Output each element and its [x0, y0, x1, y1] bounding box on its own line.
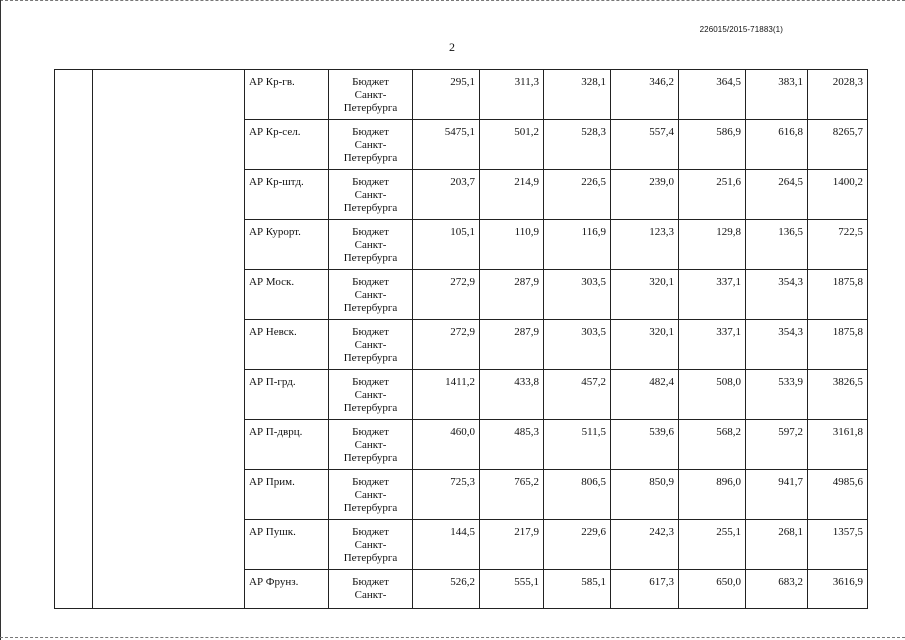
funding-source-line: Санкт-	[354, 89, 387, 101]
year-value-cell: 617,3	[611, 570, 679, 609]
year-value-cell: 337,1	[679, 270, 746, 320]
year-value-cell: 457,2	[544, 370, 611, 420]
funding-source-line: Санкт-	[354, 189, 387, 201]
funding-source-line: Петербурга	[343, 152, 398, 164]
row-name-cell: АР Пушк.	[245, 520, 329, 570]
total-value-cell: 722,5	[808, 220, 868, 270]
year-value-cell: 482,4	[611, 370, 679, 420]
total-value-cell: 1357,5	[808, 520, 868, 570]
year-value-cell: 568,2	[679, 420, 746, 470]
funding-source-cell	[329, 70, 413, 120]
year-value-cell: 526,2	[413, 570, 480, 609]
year-value-cell: 725,3	[413, 470, 480, 520]
year-value-cell: 806,5	[544, 470, 611, 520]
year-value-cell: 129,8	[679, 220, 746, 270]
year-value-cell: 214,9	[480, 170, 544, 220]
row-name-cell: АР Кр-сел.	[245, 120, 329, 170]
year-value-cell: 287,9	[480, 320, 544, 370]
row-name-cell: АР П-дврц.	[245, 420, 329, 470]
funding-source-cell	[329, 120, 413, 170]
year-value-cell: 539,6	[611, 420, 679, 470]
total-value-cell: 2028,3	[808, 70, 868, 120]
funding-source-line: Санкт-	[354, 289, 387, 301]
year-value-cell: 303,5	[544, 270, 611, 320]
page-top-edge	[0, 0, 905, 1]
budget-table-body	[55, 70, 868, 609]
funding-source-line: Бюджет	[352, 326, 389, 338]
year-value-cell: 136,5	[746, 220, 808, 270]
year-value-cell: 217,9	[480, 520, 544, 570]
year-value-cell: 320,1	[611, 320, 679, 370]
funding-source-line: Бюджет	[352, 276, 389, 288]
row-name-cell: АР Фрунз.	[245, 570, 329, 609]
document-id: 226015/2015-71883(1)	[699, 25, 783, 34]
page-number: 2	[449, 40, 455, 54]
funding-source-line: Бюджет	[352, 426, 389, 438]
year-value-cell: 354,3	[746, 270, 808, 320]
year-value-cell: 485,3	[480, 420, 544, 470]
year-value-cell: 272,9	[413, 320, 480, 370]
funding-source-cell	[329, 320, 413, 370]
table-row	[55, 70, 868, 120]
row-name-cell: АР П-грд.	[245, 370, 329, 420]
funding-source-line: Петербурга	[343, 402, 398, 414]
funding-source-line: Петербурга	[343, 102, 398, 114]
year-value-cell: 1411,2	[413, 370, 480, 420]
funding-source-line: Петербурга	[343, 552, 398, 564]
year-value-cell: 533,9	[746, 370, 808, 420]
year-value-cell: 337,1	[679, 320, 746, 370]
year-value-cell: 850,9	[611, 470, 679, 520]
funding-source-line: Санкт-	[354, 489, 387, 501]
blank-column-a	[55, 70, 93, 609]
funding-source-cell	[329, 420, 413, 470]
year-value-cell: 683,2	[746, 570, 808, 609]
year-value-cell: 328,1	[544, 70, 611, 120]
total-value-cell: 1875,8	[808, 320, 868, 370]
total-value-cell: 3616,9	[808, 570, 868, 609]
year-value-cell: 501,2	[480, 120, 544, 170]
funding-source-line: Бюджет	[352, 76, 389, 88]
year-value-cell: 264,5	[746, 170, 808, 220]
funding-source-line: Санкт-	[354, 139, 387, 151]
funding-source-line: Санкт-	[354, 589, 387, 601]
year-value-cell: 287,9	[480, 270, 544, 320]
funding-source-line: Бюджет	[352, 376, 389, 388]
year-value-cell: 5475,1	[413, 120, 480, 170]
year-value-cell: 123,3	[611, 220, 679, 270]
year-value-cell: 303,5	[544, 320, 611, 370]
year-value-cell: 508,0	[679, 370, 746, 420]
row-name-cell: АР Кр-штд.	[245, 170, 329, 220]
year-value-cell: 203,7	[413, 170, 480, 220]
budget-table	[54, 69, 868, 609]
year-value-cell: 346,2	[611, 70, 679, 120]
row-name-cell: АР Прим.	[245, 470, 329, 520]
funding-source-cell	[329, 470, 413, 520]
funding-source-cell	[329, 270, 413, 320]
year-value-cell: 226,5	[544, 170, 611, 220]
year-value-cell: 586,9	[679, 120, 746, 170]
year-value-cell: 242,3	[611, 520, 679, 570]
funding-source-line: Петербурга	[343, 352, 398, 364]
year-value-cell: 110,9	[480, 220, 544, 270]
funding-source-line: Санкт-	[354, 439, 387, 451]
year-value-cell: 116,9	[544, 220, 611, 270]
funding-source-line: Санкт-	[354, 539, 387, 551]
year-value-cell: 616,8	[746, 120, 808, 170]
year-value-cell: 650,0	[679, 570, 746, 609]
funding-source-line: Бюджет	[352, 126, 389, 138]
year-value-cell: 251,6	[679, 170, 746, 220]
year-value-cell: 364,5	[679, 70, 746, 120]
total-value-cell: 3161,8	[808, 420, 868, 470]
page-bottom-edge	[0, 637, 905, 638]
year-value-cell: 144,5	[413, 520, 480, 570]
total-value-cell: 1400,2	[808, 170, 868, 220]
funding-source-line: Бюджет	[352, 176, 389, 188]
year-value-cell: 597,2	[746, 420, 808, 470]
funding-source-cell	[329, 370, 413, 420]
funding-source-line: Петербурга	[343, 202, 398, 214]
year-value-cell: 433,8	[480, 370, 544, 420]
funding-source-cell	[329, 170, 413, 220]
year-value-cell: 557,4	[611, 120, 679, 170]
row-name-cell: АР Курорт.	[245, 220, 329, 270]
total-value-cell: 1875,8	[808, 270, 868, 320]
year-value-cell: 460,0	[413, 420, 480, 470]
row-name-cell: АР Невск.	[245, 320, 329, 370]
year-value-cell: 354,3	[746, 320, 808, 370]
funding-source-line: Петербурга	[343, 502, 398, 514]
funding-source-line: Санкт-	[354, 389, 387, 401]
year-value-cell: 585,1	[544, 570, 611, 609]
year-value-cell: 511,5	[544, 420, 611, 470]
page-left-edge	[0, 0, 1, 640]
year-value-cell: 229,6	[544, 520, 611, 570]
year-value-cell: 295,1	[413, 70, 480, 120]
total-value-cell: 4985,6	[808, 470, 868, 520]
year-value-cell: 105,1	[413, 220, 480, 270]
funding-source-line: Санкт-	[354, 239, 387, 251]
funding-source-cell	[329, 520, 413, 570]
year-value-cell: 896,0	[679, 470, 746, 520]
funding-source-line: Бюджет	[352, 226, 389, 238]
year-value-cell: 941,7	[746, 470, 808, 520]
funding-source-line: Петербурга	[343, 302, 398, 314]
year-value-cell: 383,1	[746, 70, 808, 120]
year-value-cell: 555,1	[480, 570, 544, 609]
year-value-cell: 765,2	[480, 470, 544, 520]
funding-source-line: Санкт-	[354, 339, 387, 351]
funding-source-line: Бюджет	[352, 526, 389, 538]
blank-column-b	[93, 70, 245, 609]
year-value-cell: 320,1	[611, 270, 679, 320]
year-value-cell: 311,3	[480, 70, 544, 120]
row-name-cell: АР Моск.	[245, 270, 329, 320]
funding-source-cell	[329, 570, 413, 609]
funding-source-line: Петербурга	[343, 252, 398, 264]
year-value-cell: 272,9	[413, 270, 480, 320]
row-name-cell: АР Кр-гв.	[245, 70, 329, 120]
funding-source-line: Бюджет	[352, 476, 389, 488]
funding-source-line: Бюджет	[352, 576, 389, 588]
total-value-cell: 8265,7	[808, 120, 868, 170]
total-value-cell: 3826,5	[808, 370, 868, 420]
funding-source-cell	[329, 220, 413, 270]
year-value-cell: 255,1	[679, 520, 746, 570]
year-value-cell: 528,3	[544, 120, 611, 170]
year-value-cell: 239,0	[611, 170, 679, 220]
funding-source-line: Петербурга	[343, 452, 398, 464]
year-value-cell: 268,1	[746, 520, 808, 570]
